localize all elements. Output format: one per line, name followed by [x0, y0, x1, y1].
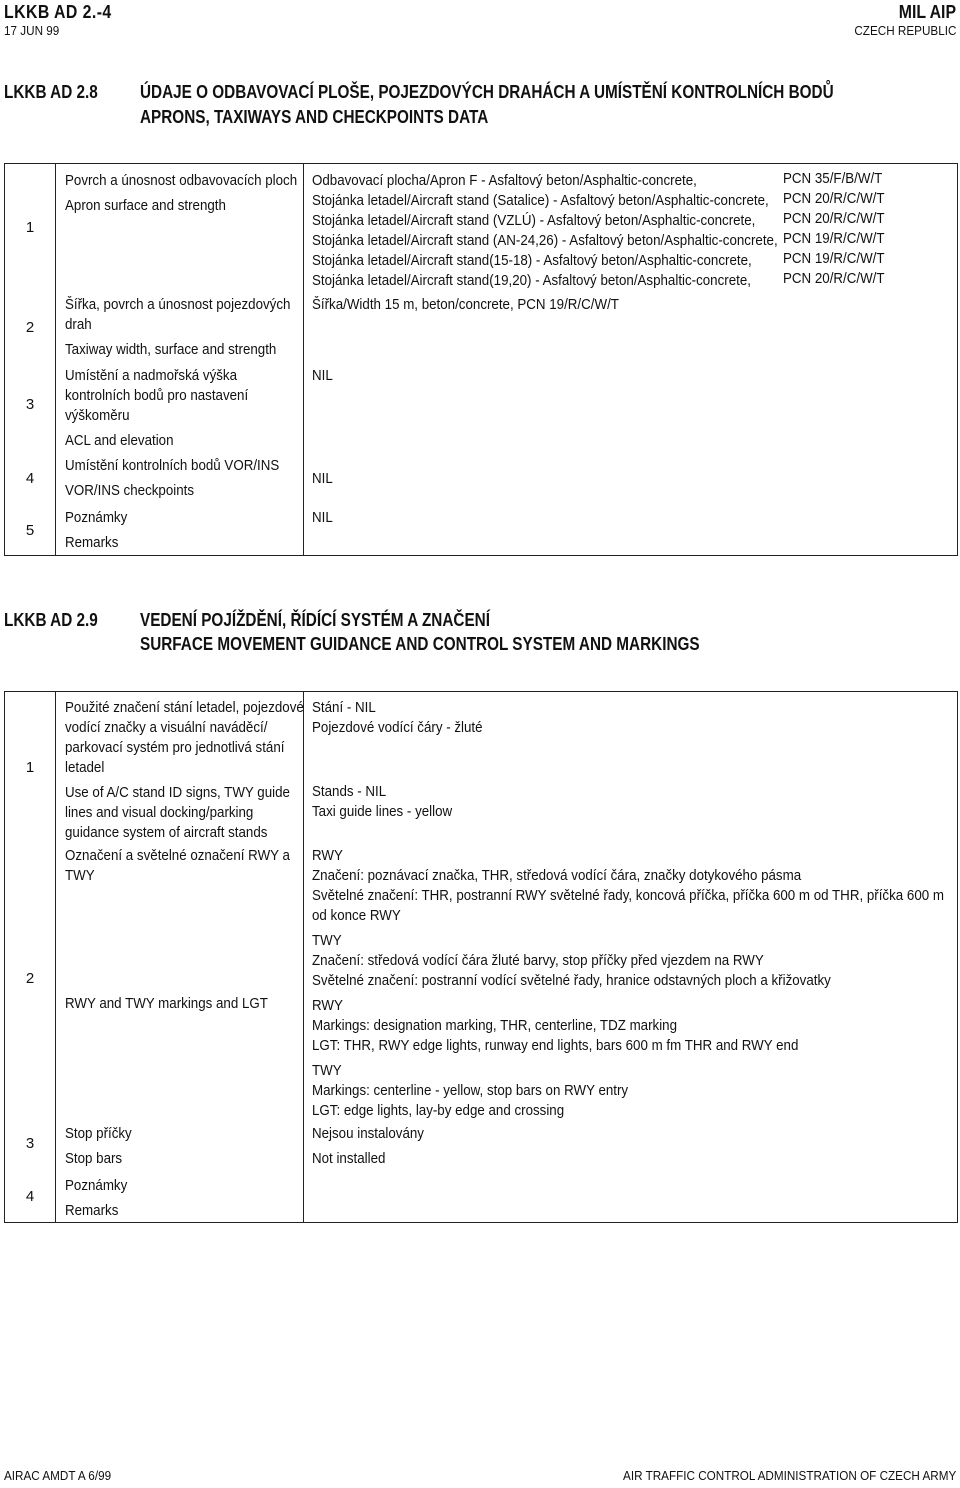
footer-amendment: AIRAC AMDT A 6/99: [4, 1468, 112, 1483]
s8-row1-values: [312, 171, 778, 291]
s8-pcn: PCN 35/F/B/W/T: [783, 171, 883, 187]
s8-row5-label: Poznámky Remarks: [65, 510, 128, 551]
s9-row1-value: Stání - NIL Pojezdové vodící čáry - žluté Stands - NIL Taxi guide lines - yellow: [312, 700, 483, 820]
s9-row1-number: 1: [25, 759, 35, 776]
section8-code: LKKB AD 2.8: [4, 82, 98, 102]
s8-pcn: PCN 19/R/C/W/T: [783, 231, 885, 247]
s8-row5-number: 5: [25, 522, 35, 539]
s8-row1-label: Povrch a únosnost odbavovacích ploch Apron surface and strength: [65, 173, 298, 214]
s8-pcn: PCN 20/R/C/W/T: [783, 191, 885, 207]
s9-row2-label: Označení a světelné označení RWY a TWY RWY and TWY markings and LGT: [65, 848, 290, 1012]
s8-row4-label: Umístění kontrolních bodů VOR/INS VOR/INS checkpoints: [65, 458, 280, 499]
s8-row1-value: Stojánka letadel/Aircraft stand(19,20) - Asfaltový beton/Asphaltic-concrete,: [312, 273, 751, 289]
section8-title-cz: ÚDAJE O ODBAVOVACÍ PLOŠE, POJEZDOVÝCH DRAHÁCH A UMÍSTĚNÍ KONTROLNÍCH BODŮ: [140, 82, 834, 102]
header-title: MIL AIP: [898, 2, 956, 22]
s9-row4-number: 4: [25, 1188, 35, 1205]
s8-row1-value: Odbavovací plocha/Apron F - Asfaltový beton/Asphaltic-concrete,: [312, 173, 697, 189]
section8-table: [4, 163, 958, 556]
s8-row3-label: Umístění a nadmořská výška kontrolních bodů pro nastavení výškoměru ACL and elevation: [65, 368, 249, 449]
s8-row1-number: 1: [25, 219, 35, 236]
s8-pcn: PCN 20/R/C/W/T: [783, 271, 885, 287]
section8-title-en: APRONS, TAXIWAYS AND CHECKPOINTS DATA: [140, 107, 489, 127]
s8-row5-value: NIL: [312, 510, 333, 526]
s9-row2-value: RWY Značení: poznávací značka, THR, středová vodící čára, značky dotykového pásma Světelné značení: THR, postranní RWY světelné řady, koncová příčka, příčka 600 m od THR, příčka 600 m od konce RWY TWY Značení: středová vodící čára žluté barvy, stop příčky před vjezdem na RWY Světelné značení: postranní vodící světelné řady, hranice odstavných ploch a křižovatky RWY Markings: designation marking, THR, centerline, TDZ marking LGT: THR, RWY edge lights, runway end lights, bars 600 m fm THR and RWY end TWY Markings: centerline - yellow, stop bars on RWY entry LGT: edge lights, lay-by edge and crossing: [312, 848, 944, 1119]
section9-title-en: SURFACE MOVEMENT GUIDANCE AND CONTROL SYSTEM AND MARKINGS: [140, 634, 700, 654]
s8-row1-value: Stojánka letadel/Aircraft stand (Satalice) - Asfaltový beton/Asphaltic-concrete,: [312, 193, 769, 209]
s9-row4-label: Poznámky Remarks: [65, 1178, 128, 1219]
header-code: LKKB AD 2.-4: [4, 2, 112, 22]
s9-row3-label: Stop příčky Stop bars: [65, 1126, 132, 1167]
s8-pcn: PCN 19/R/C/W/T: [783, 251, 885, 267]
header-date: 17 JUN 99: [4, 23, 60, 38]
s8-row2-label: Šířka, povrch a únosnost pojezdových drah Taxiway width, surface and strength: [65, 297, 291, 358]
s9-row3-number: 3: [25, 1135, 35, 1152]
section9-table: [4, 691, 958, 1223]
s8-row1-value: Stojánka letadel/Aircraft stand (AN-24,26) - Asfaltový beton/Asphaltic-concrete,: [312, 233, 778, 249]
section9-code: LKKB AD 2.9: [4, 610, 98, 630]
s8-row1-value: Stojánka letadel/Aircraft stand(15-18) - Asfaltový beton/Asphaltic-concrete,: [312, 253, 752, 269]
s8-row2-number: 2: [25, 319, 35, 336]
section9-title-cz: VEDENÍ POJÍŽDĚNÍ, ŘÍDÍCÍ SYSTÉM A ZNAČENÍ: [140, 610, 490, 630]
s8-row4-number: 4: [25, 470, 35, 487]
s8-row4-value: NIL: [312, 471, 333, 487]
s8-row1-value: Stojánka letadel/Aircraft stand (VZLÚ) - Asfaltový beton/Asphaltic-concrete,: [312, 213, 756, 229]
s8-row3-number: 3: [25, 396, 35, 413]
header-country: CZECH REPUBLIC: [853, 23, 956, 38]
footer-authority: AIR TRAFFIC CONTROL ADMINISTRATION OF CZECH ARMY: [622, 1468, 956, 1483]
s9-row2-number: 2: [25, 970, 35, 987]
s9-row1-label: Použité značení stání letadel, pojezdové vodící značky a visuální naváděcí/ parkovací systém pro jednotlivá stání letadel Use of A/C stand ID signs, TWY guide lines and visual docking/parking guidance system of aircraft stands: [65, 700, 304, 841]
s8-pcn: PCN 20/R/C/W/T: [783, 211, 885, 227]
s9-row3-value: Nejsou instalovány Not installed: [312, 1126, 424, 1167]
s8-row2-value: Šířka/Width 15 m, beton/concrete, PCN 19/R/C/W/T: [312, 297, 619, 313]
s8-row3-value: NIL: [312, 368, 333, 384]
